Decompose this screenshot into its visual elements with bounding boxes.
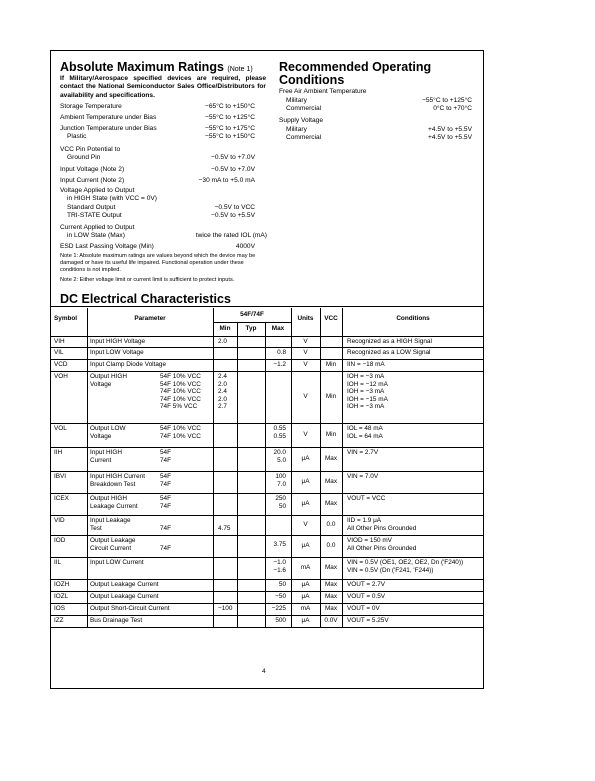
dc-header-units: Units: [297, 315, 314, 322]
dc-cell-symbol: IZZ: [54, 617, 64, 624]
dc-hline: [50, 423, 484, 424]
amr-row-value: −55°C to +125°C: [205, 114, 255, 121]
dc-cell-vcc: Max: [324, 478, 338, 485]
dc-cell-units: μA: [301, 617, 310, 624]
dc-cell-vcc: Max: [324, 593, 338, 600]
dc-header-typ: Typ: [245, 325, 257, 332]
roc-row-label: Commercial: [286, 105, 322, 112]
amr-row-value: −0.5V to +7.0V: [211, 166, 255, 173]
dc-cell-min: 4.75: [218, 525, 231, 532]
roc-row-label: Free Air Ambient Temperature: [279, 88, 367, 95]
dc-cell-parameter: Output Leakage Current: [90, 593, 159, 600]
amr-note2: Note 2: Either voltage limit or current limit is sufficient to protect inputs.: [60, 277, 235, 283]
roc-row-value: +4.5V to +5.5V: [428, 126, 472, 133]
amr-row-label: Ground Pin: [67, 154, 101, 161]
dc-cell-max: −1.0 −1.6: [273, 559, 286, 574]
dc-cell-parameter: Input HIGH Current Breakdown Test: [90, 473, 146, 488]
amr-row-value: −55°C to +150°C: [205, 133, 255, 140]
dc-cell-vcc: Min: [325, 361, 337, 368]
dc-cell-subparam: 54F 10% VCC 74F 10% VCC: [160, 425, 201, 440]
dc-hline: [50, 515, 484, 516]
dc-vline: [213, 308, 214, 627]
dc-header-max: Max: [271, 325, 285, 332]
dc-cell-conditions: VOUT = 0V: [347, 605, 380, 612]
amr-note-ref: (Note 1): [227, 66, 253, 73]
dc-cell-min: −100: [218, 605, 233, 612]
dc-cell-conditions: Recognized as a LOW Signal: [347, 349, 431, 356]
amr-row-label: Current Applied to Output: [60, 224, 135, 231]
dc-vline: [342, 308, 343, 627]
dc-header-parameter: Parameter: [134, 315, 166, 322]
amr-warning: If Military/Aerospace specified devices are required, please contact the National Semiconductor Sales Office/Distributors for availability and specifications.: [60, 75, 266, 99]
dc-cell-conditions: VIN = 0.5V (OE1, OE2, OE2, Dn ('F240)) VIN = 0.5V (Dn ('F241, 'F244)): [347, 559, 464, 574]
amr-row-value: −65°C to +150°C: [205, 103, 255, 110]
dc-cell-vcc: Max: [324, 455, 338, 462]
roc-row-label: Commercial: [286, 134, 322, 141]
amr-row-value: −0.5V to VCC: [214, 204, 255, 211]
roc-title-line2: Conditions: [279, 73, 345, 87]
dc-cell-conditions: Recognized as a HIGH Signal: [347, 338, 432, 345]
dc-cell-max: −225: [271, 605, 286, 612]
dc-cell-symbol: VOH: [54, 373, 68, 380]
dc-vline: [87, 308, 88, 627]
dc-cell-units: V: [303, 521, 308, 528]
dc-title: DC Electrical Characteristics: [60, 292, 231, 306]
dc-cell-symbol: VIL: [54, 349, 64, 356]
dc-cell-max: 250 50: [275, 495, 286, 510]
dc-cell-max: 100 7.0: [275, 473, 286, 488]
dc-cell-conditions: VIOD = 150 mV All Other Pins Grounded: [347, 537, 417, 552]
amr-row-label: ESD Last Passing Voltage (Min): [60, 243, 154, 250]
dc-header-symbol: Symbol: [54, 315, 78, 322]
dc-cell-units: μA: [301, 455, 310, 462]
dc-cell-units: μA: [301, 581, 310, 588]
dc-header-conditions: Conditions: [396, 315, 430, 322]
amr-row-label: Ambient Temperature under Bias: [60, 114, 157, 121]
dc-cell-vcc: Max: [324, 500, 338, 507]
dc-cell-parameter: Input Leakage Test: [90, 517, 131, 532]
dc-cell-symbol: IOD: [54, 537, 66, 544]
dc-vline: [237, 322, 238, 627]
dc-cell-parameter: Output Leakage Current: [90, 581, 159, 588]
dc-cell-conditions: VOUT = 5.25V: [347, 617, 389, 624]
amr-row-label: Junction Temperature under Bias: [60, 125, 157, 132]
dc-cell-symbol: IIH: [54, 449, 63, 456]
roc-row-value: 0°C to +70°C: [433, 105, 472, 112]
dc-cell-subparam: 74F: [160, 525, 172, 532]
dc-cell-symbol: IIL: [54, 559, 62, 566]
dc-hline: [50, 579, 484, 580]
amr-row-label: Storage Temperature: [60, 103, 122, 110]
dc-hline: [50, 347, 484, 348]
dc-hline: [50, 627, 484, 628]
dc-cell-parameter: Output Leakage Circuit Current: [90, 537, 136, 552]
dc-cell-vcc: Max: [324, 581, 338, 588]
dc-cell-parameter: Input LOW Current: [90, 559, 144, 566]
dc-header-midline: [213, 322, 291, 323]
dc-cell-parameter: Output Short-Circuit Current: [90, 605, 170, 612]
dc-cell-symbol: VIH: [54, 338, 65, 345]
dc-header-min: Min: [219, 325, 231, 332]
amr-row-value: −0.5V to +5.5V: [211, 212, 255, 219]
dc-cell-vcc: Max: [324, 605, 338, 612]
roc-row-label: Military: [286, 126, 307, 133]
amr-row-label: in HIGH State (with VCC = 0V): [67, 195, 157, 202]
dc-cell-subparam: 54F 10% VCC 54F 10% VCC 74F 10% VCC 74F 10% VCC 74F 5% VCC: [160, 373, 201, 411]
roc-row-label: Military: [286, 97, 307, 104]
dc-cell-symbol: IOZH: [54, 581, 70, 588]
dc-cell-max: 3.75: [273, 541, 286, 548]
dc-hline: [50, 359, 484, 360]
dc-header-vcc: VCC: [324, 315, 338, 322]
dc-cell-conditions: VOUT = 2.7V: [347, 581, 386, 588]
dc-hline: [50, 447, 484, 448]
amr-title-text: Absolute Maximum Ratings: [60, 60, 224, 74]
dc-cell-conditions: IIN = −18 mA: [347, 361, 385, 368]
amr-row-value: −30 mA to +5.0 mA: [198, 177, 255, 184]
dc-cell-symbol: VCD: [54, 361, 68, 368]
dc-cell-units: V: [303, 349, 308, 356]
dc-cell-max: −50: [275, 593, 286, 600]
amr-row-label: Input Voltage (Note 2): [60, 166, 125, 173]
dc-cell-symbol: IBVI: [54, 473, 67, 480]
dc-hline: [50, 535, 484, 536]
dc-cell-parameter: Output HIGH Leakage Current: [90, 495, 138, 510]
dc-cell-vcc: 0.0: [326, 542, 336, 549]
dc-cell-subparam: 74F: [160, 545, 172, 552]
dc-cell-max: 0.8: [277, 349, 286, 356]
dc-cell-parameter: Input HIGH Voltage: [90, 338, 146, 345]
dc-vline: [320, 308, 321, 627]
dc-cell-parameter: Input HIGH Current: [90, 449, 122, 464]
amr-row-value: −0.5V to +7.0V: [211, 154, 255, 161]
dc-hline: [50, 336, 484, 337]
dc-cell-units: μA: [301, 500, 310, 507]
dc-cell-symbol: ICEX: [54, 495, 69, 502]
dc-cell-max: 20.0 5.0: [273, 449, 286, 464]
roc-row-value: +4.5V to +5.5V: [428, 134, 472, 141]
dc-cell-conditions: VIN = 7.0V: [347, 473, 379, 480]
dc-cell-units: μA: [301, 542, 310, 549]
dc-cell-vcc: 0.0V: [324, 617, 338, 624]
dc-cell-units: mA: [300, 605, 311, 612]
amr-row-value: 4000V: [235, 243, 255, 250]
dc-hline: [50, 371, 484, 372]
dc-hline: [50, 557, 484, 558]
dc-cell-conditions: IOH = −3 mA IOH = −12 mA IOH = −3 mA IOH = −15 mA IOH = −3 mA: [347, 373, 388, 411]
dc-cell-conditions: VOUT = VCC: [347, 495, 386, 502]
dc-cell-max: −1.2: [273, 361, 286, 368]
dc-cell-symbol: IOZL: [54, 593, 69, 600]
dc-cell-max: 500: [275, 617, 286, 624]
amr-row-value: −55°C to +175°C: [205, 125, 255, 132]
dc-cell-units: V: [303, 393, 308, 400]
dc-hline: [50, 471, 484, 472]
dc-hline: [50, 493, 484, 494]
dc-cell-max: 50: [278, 581, 286, 588]
amr-row-label: Standard Output: [67, 204, 116, 211]
dc-cell-parameter: Output LOW Voltage: [90, 425, 126, 440]
dc-cell-units: V: [303, 361, 308, 368]
amr-row-label: in LOW State (Max): [67, 232, 125, 239]
dc-cell-subparam: 54F 74F: [160, 473, 172, 488]
dc-cell-min: 2.0: [218, 338, 227, 345]
dc-cell-vcc: Max: [324, 564, 338, 571]
amr-row-label: Input Current (Note 2): [60, 177, 125, 184]
roc-row-value: −55°C to +125°C: [422, 97, 472, 104]
amr-row-label: VCC Pin Potential to: [60, 146, 121, 153]
amr-row-label: Plastic: [67, 133, 87, 140]
amr-row-label: TRI-STATE Output: [67, 212, 122, 219]
dc-cell-parameter: Output HIGH Voltage: [90, 373, 127, 388]
dc-header-group: 54F/74F: [240, 311, 264, 318]
dc-cell-max: 0.55 0.55: [273, 425, 286, 440]
dc-cell-conditions: IOL = 48 mA IOL = 64 mA: [347, 425, 383, 440]
dc-cell-units: mA: [300, 564, 311, 571]
amr-row-value: twice the rated IOL (mA): [195, 232, 267, 239]
dc-cell-symbol: IOS: [54, 605, 66, 612]
roc-title-line1: Recommended Operating: [279, 60, 432, 74]
dc-cell-vcc: Min: [325, 431, 337, 438]
dc-cell-symbol: VOL: [54, 425, 67, 432]
dc-cell-units: μA: [301, 593, 310, 600]
dc-top-rule: [50, 306, 484, 307]
dc-cell-vcc: 0.0: [326, 521, 336, 528]
amr-row-label: Voltage Applied to Output: [60, 187, 135, 194]
dc-cell-conditions: VOUT = 0.5V: [347, 593, 386, 600]
dc-hline: [50, 591, 484, 592]
dc-hline: [50, 603, 484, 604]
dc-cell-units: V: [303, 431, 308, 438]
dc-cell-parameter: Input Clamp Diode Voltage: [90, 361, 167, 368]
dc-cell-conditions: VIN = 2.7V: [347, 449, 379, 456]
dc-cell-subparam: 54F 74F: [160, 495, 172, 510]
dc-cell-symbol: VID: [54, 517, 65, 524]
dc-cell-units: μA: [301, 478, 310, 485]
amr-note1: Note 1: Absolute maximum ratings are values beyond which the device may be damaged or have its useful life impaired. Functional operation under these conditions is not implied.: [60, 253, 256, 273]
dc-cell-conditions: IID = 1.9 μA All Other Pins Grounded: [347, 517, 417, 532]
roc-row-label: Supply Voltage: [279, 117, 323, 124]
page-number: 4: [262, 668, 266, 675]
dc-cell-units: V: [303, 337, 308, 345]
dc-cell-parameter: Bus Drainage Test: [90, 617, 143, 624]
dc-cell-vcc: Min: [325, 393, 337, 400]
dc-cell-parameter: Input LOW Voltage: [90, 349, 144, 356]
dc-cell-min: 2.4 2.0 2.4 2.0 2.7: [218, 373, 227, 411]
dc-hline: [50, 615, 484, 616]
dc-cell-subparam: 54F 74F: [160, 449, 172, 464]
